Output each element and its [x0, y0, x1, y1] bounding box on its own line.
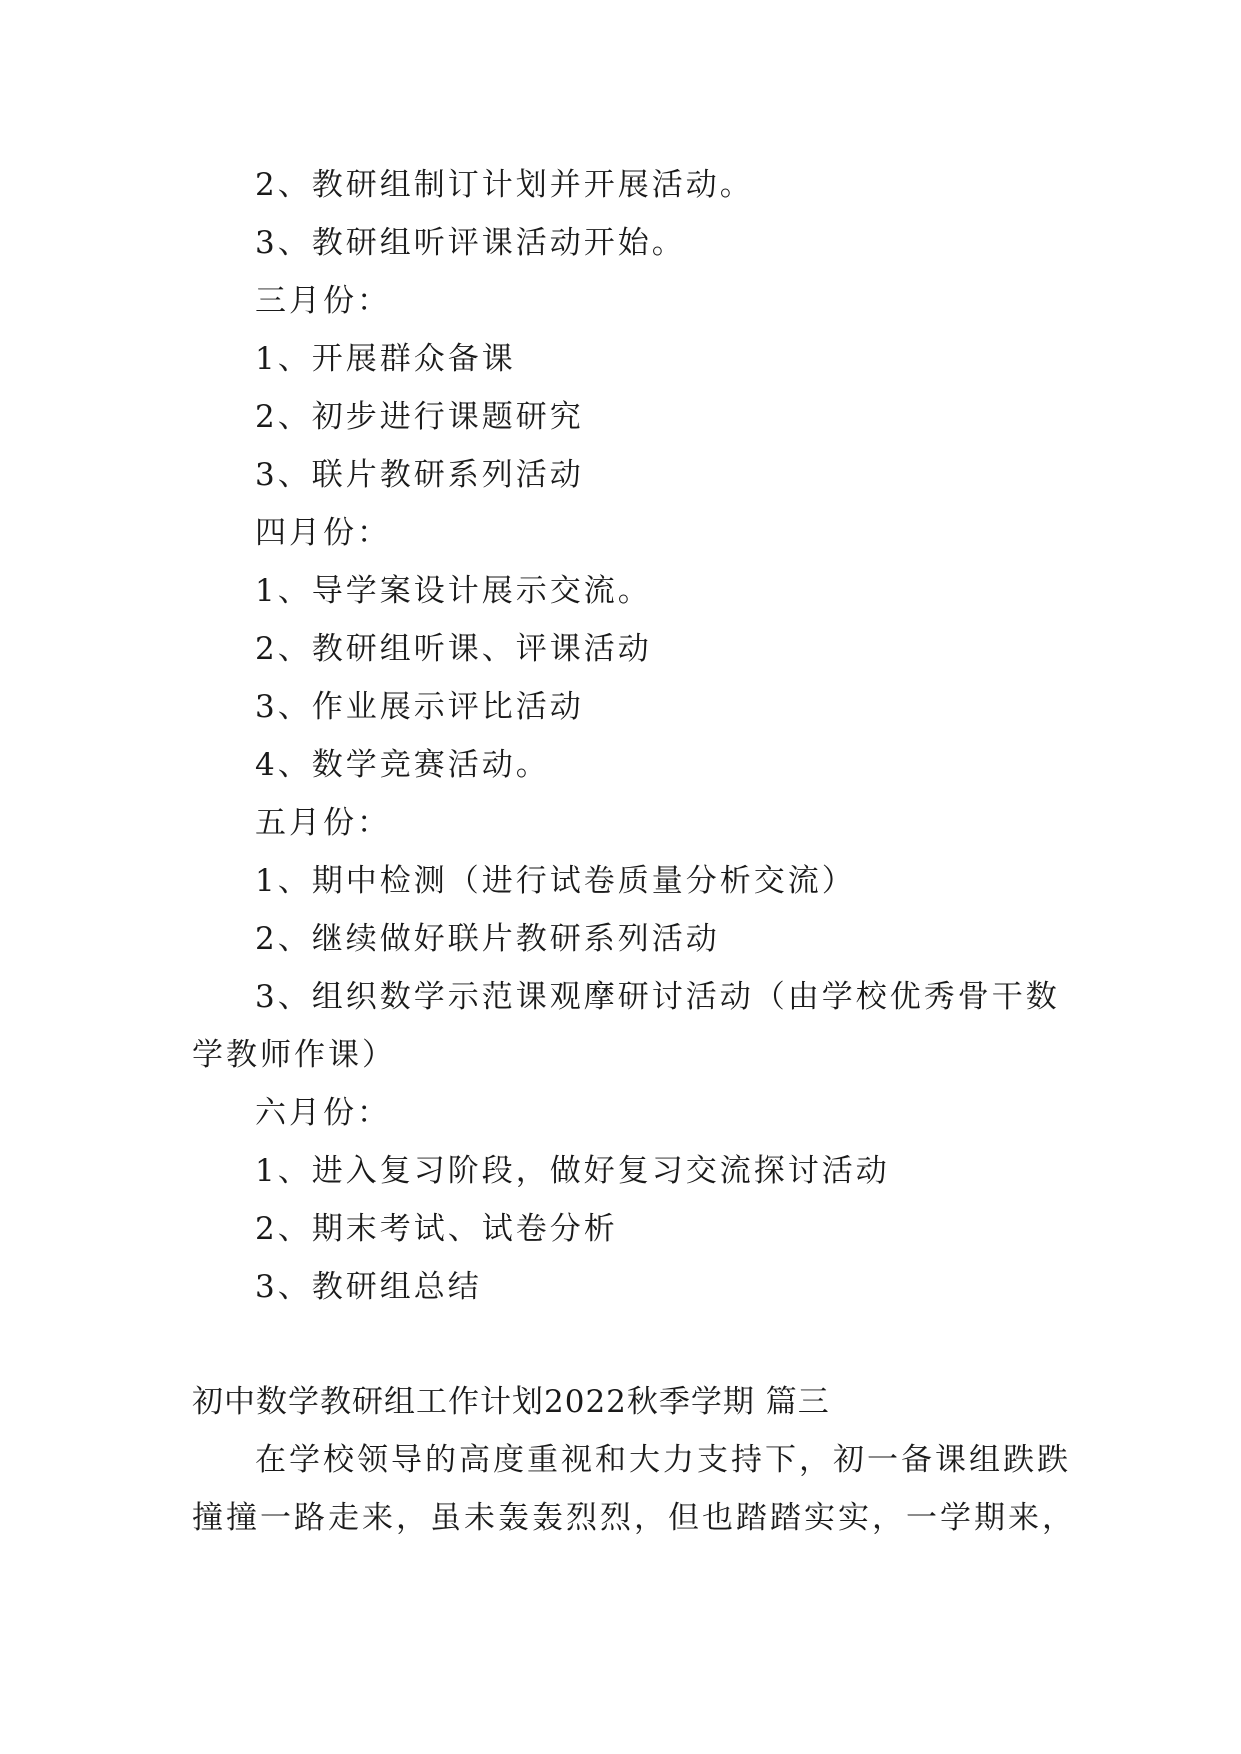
plan-item: 2、教研组听课、评课活动 — [255, 631, 652, 667]
month-heading: 五月份： — [255, 805, 391, 841]
month-heading: 六月份： — [255, 1095, 391, 1131]
month-heading: 四月份： — [255, 515, 391, 551]
section-heading: 初中数学教研组工作计划2022秋季学期 篇三 — [192, 1384, 830, 1420]
plan-item: 2、期末考试、试卷分析 — [255, 1211, 618, 1247]
plan-item: 2、继续做好联片教研系列活动 — [255, 921, 720, 957]
plan-item: 2、教研组制订计划并开展活动。 — [255, 167, 754, 203]
paragraph-line: 在学校领导的高度重视和大力支持下，初一备课组跌跌 — [255, 1442, 1071, 1478]
paragraph-line: 撞撞一路走来，虽未轰轰烈烈，但也踏踏实实，一学期来， — [192, 1500, 1076, 1536]
plan-item-continuation: 学教师作课） — [192, 1037, 396, 1073]
month-heading: 三月份： — [255, 283, 391, 319]
plan-item: 1、导学案设计展示交流。 — [255, 573, 652, 609]
plan-item: 1、期中检测（进行试卷质量分析交流） — [255, 863, 856, 899]
plan-item: 3、教研组总结 — [255, 1269, 482, 1305]
plan-item: 1、开展群众备课 — [255, 341, 516, 377]
plan-item: 1、进入复习阶段，做好复习交流探讨活动 — [255, 1153, 890, 1189]
plan-item: 3、教研组听评课活动开始。 — [255, 225, 686, 261]
plan-item: 3、作业展示评比活动 — [255, 689, 584, 725]
plan-item: 3、组织数学示范课观摩研讨活动（由学校优秀骨干数 — [255, 979, 1060, 1015]
plan-item: 2、初步进行课题研究 — [255, 399, 584, 435]
plan-item: 3、联片教研系列活动 — [255, 457, 584, 493]
plan-item: 4、数学竞赛活动。 — [255, 747, 550, 783]
